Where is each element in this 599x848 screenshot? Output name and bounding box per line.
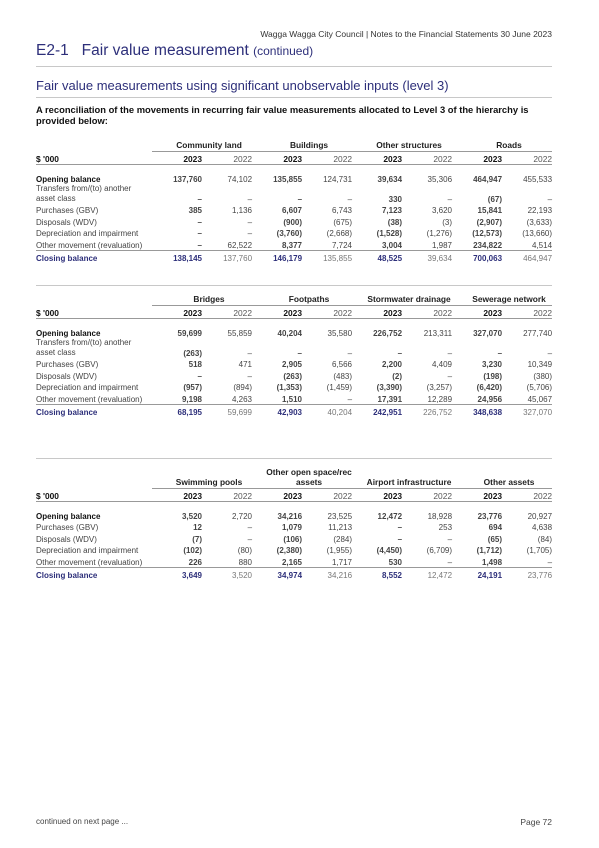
value-2023: (1,353) xyxy=(276,383,302,392)
row-label: Depreciation and impairment xyxy=(36,383,139,392)
value-2022: 137,760 xyxy=(202,250,252,263)
value-2022: – xyxy=(247,217,253,227)
year-current-header: 2023 xyxy=(352,152,402,165)
value-2023: 3,004 xyxy=(381,240,403,250)
value-2023: 68,195 xyxy=(152,404,202,417)
value-2023: 234,822 xyxy=(473,240,503,250)
value-2023: 15,841 xyxy=(477,206,503,215)
value-2023: – xyxy=(297,348,302,358)
year-current-header: 2023 xyxy=(352,489,402,502)
value-2023: 39,634 xyxy=(377,174,403,184)
asset-class-header: Other open space/rec assets xyxy=(252,467,352,489)
asset-class-header: Sewerage network xyxy=(452,294,552,306)
value-2023: 3,230 xyxy=(481,360,503,369)
value-2023: 1,498 xyxy=(482,557,503,567)
asset-class-header: Airport infrastructure xyxy=(352,467,452,489)
value-2023: (102) xyxy=(183,546,202,555)
table-row xyxy=(36,369,552,381)
value-2022: 880 xyxy=(238,557,253,567)
value-2023: (1,712) xyxy=(476,546,503,555)
table-row xyxy=(36,521,552,533)
row-label: Other movement (revaluation) xyxy=(36,394,143,404)
value-2023: (2,380) xyxy=(276,546,303,555)
value-2022: 1,987 xyxy=(431,240,453,250)
value-2023: – xyxy=(297,194,303,204)
value-2022: – xyxy=(347,348,353,358)
value-2023: 330 xyxy=(388,194,403,204)
value-2022: (3,257) xyxy=(426,383,453,392)
unit-label: $ '000 xyxy=(36,152,152,165)
row-label: Purchases (GBV) xyxy=(36,360,99,369)
value-2023: 8,377 xyxy=(281,240,303,250)
value-2023: 3,649 xyxy=(152,567,202,580)
value-2022: (1,276) xyxy=(426,229,453,238)
value-2023: 700,063 xyxy=(452,250,502,263)
reconciliation-table-3 xyxy=(36,467,552,580)
value-2022: 4,514 xyxy=(532,240,553,250)
asset-class-header: Footpaths xyxy=(252,294,352,306)
row-label: Other movement (revaluation) xyxy=(36,240,143,250)
value-2022: 35,580 xyxy=(327,328,353,338)
value-2023: 226 xyxy=(188,557,202,567)
table-row xyxy=(36,172,552,184)
year-header-row xyxy=(36,489,552,502)
value-2023: (7) xyxy=(192,534,202,544)
row-label: Closing balance xyxy=(36,567,152,580)
value-2023: – xyxy=(197,229,202,238)
table-divider-2 xyxy=(36,458,552,459)
value-2023: (6,420) xyxy=(476,383,503,392)
value-2023: 2,200 xyxy=(381,360,403,369)
value-2023: 530 xyxy=(388,557,403,567)
table-divider-1 xyxy=(36,285,552,286)
table-row xyxy=(36,238,552,250)
value-2022: (6,709) xyxy=(426,546,453,555)
value-2022: 3,520 xyxy=(202,567,252,580)
value-2022: (894) xyxy=(233,383,252,392)
asset-class-header: Swimming pools xyxy=(152,467,252,489)
row-label: Closing balance xyxy=(36,404,152,417)
value-2022: (3,633) xyxy=(526,217,553,227)
value-2023: 348,638 xyxy=(452,404,502,417)
value-2022: – xyxy=(547,557,553,567)
row-label: Depreciation and impairment xyxy=(36,546,139,555)
row-label: Disposals (WDV) xyxy=(36,371,97,381)
value-2023: (67) xyxy=(487,194,503,204)
document-header: Wagga Wagga City Council | Notes to the Financial Statements 30 June 2023 xyxy=(260,29,552,39)
reconciliation-table-1 xyxy=(36,140,552,263)
year-prior-header: 2022 xyxy=(302,306,352,319)
section-title-text: Fair value measurement xyxy=(81,42,249,59)
value-2023: (3,390) xyxy=(376,383,403,392)
year-current-header: 2023 xyxy=(252,306,302,319)
value-2022: 23,776 xyxy=(502,567,552,580)
value-2022: 455,533 xyxy=(523,174,553,184)
value-2022: 6,566 xyxy=(331,360,353,369)
value-2022: 4,409 xyxy=(431,360,453,369)
value-2022: 7,724 xyxy=(331,240,353,250)
value-2022: 23,525 xyxy=(327,511,353,521)
value-2023: (38) xyxy=(387,217,403,227)
year-prior-header: 2022 xyxy=(302,489,352,502)
value-2023: (1,528) xyxy=(376,229,403,238)
value-2022: – xyxy=(247,534,253,544)
value-2022: 4,263 xyxy=(231,394,252,404)
value-2022: (483) xyxy=(333,371,353,381)
row-label: Closing balance xyxy=(36,250,152,263)
value-2022: – xyxy=(247,348,252,358)
year-header-row xyxy=(36,306,552,319)
row-label: Opening balance xyxy=(36,511,101,521)
year-current-header: 2023 xyxy=(152,152,202,165)
value-2022: – xyxy=(447,371,453,381)
value-2023: (198) xyxy=(483,371,503,381)
title-divider xyxy=(36,66,552,67)
table-row xyxy=(36,544,552,556)
year-prior-header: 2022 xyxy=(202,489,252,502)
value-2023: 138,145 xyxy=(152,250,202,263)
value-2022: 213,311 xyxy=(423,328,453,338)
subsection-title: Fair value measurements using significant unobservable inputs (level 3) xyxy=(36,78,449,93)
year-current-header: 2023 xyxy=(352,306,402,319)
row-label: Transfers from/(to) another asset class xyxy=(36,183,132,203)
value-2023: (4,450) xyxy=(376,546,403,555)
group-header-row xyxy=(36,294,552,306)
unit-label: $ '000 xyxy=(36,489,152,502)
asset-class-header: Roads xyxy=(452,140,552,152)
continued-note: continued on next page ... xyxy=(36,817,129,826)
section-title xyxy=(36,42,313,60)
value-2023: 137,760 xyxy=(173,174,202,184)
table-row xyxy=(36,358,552,370)
value-2022: (1,705) xyxy=(526,546,553,555)
value-2022: – xyxy=(547,348,553,358)
value-2022: 59,699 xyxy=(202,404,252,417)
value-2022: (2,668) xyxy=(326,229,353,238)
value-2023: (263) xyxy=(183,348,202,358)
value-2023: 327,070 xyxy=(473,328,503,338)
year-prior-header: 2022 xyxy=(202,152,252,165)
value-2022: – xyxy=(447,534,453,544)
asset-class-header: Other structures xyxy=(352,140,452,152)
value-2022: 74,102 xyxy=(227,174,253,184)
value-2022: (1,955) xyxy=(326,546,353,555)
value-2023: – xyxy=(397,534,403,544)
value-2023: 8,552 xyxy=(352,567,402,580)
year-current-header: 2023 xyxy=(452,489,502,502)
value-2022: 226,752 xyxy=(402,404,452,417)
group-header-row xyxy=(36,140,552,152)
value-2023: 34,216 xyxy=(277,511,303,521)
value-2022: (284) xyxy=(333,534,353,544)
year-current-header: 2023 xyxy=(452,306,502,319)
value-2022: 55,859 xyxy=(227,328,252,338)
value-2023: 24,956 xyxy=(477,394,503,404)
value-2022: (380) xyxy=(533,371,553,381)
value-2022: (13,660) xyxy=(522,229,553,238)
value-2022: 1,717 xyxy=(331,557,353,567)
value-2023: 242,951 xyxy=(352,404,402,417)
row-label: Depreciation and impairment xyxy=(36,229,139,238)
value-2023: 24,191 xyxy=(452,567,502,580)
value-2023: (900) xyxy=(283,217,303,227)
closing-balance-row xyxy=(36,250,552,263)
table-row xyxy=(36,326,552,338)
value-2022: 1,136 xyxy=(231,206,253,215)
section-title-suffix: (continued) xyxy=(253,44,314,58)
value-2023: (957) xyxy=(183,383,202,392)
value-2022: 124,731 xyxy=(323,174,353,184)
value-2023: – xyxy=(497,348,503,358)
value-2023: – xyxy=(397,523,403,532)
closing-balance-row xyxy=(36,567,552,580)
year-current-header: 2023 xyxy=(152,489,202,502)
value-2022: – xyxy=(247,229,253,238)
value-2022: (80) xyxy=(237,546,253,555)
value-2022: 12,289 xyxy=(427,394,453,404)
year-prior-header: 2022 xyxy=(502,489,552,502)
value-2023: 40,204 xyxy=(277,328,302,338)
table-row xyxy=(36,184,552,204)
value-2022: (84) xyxy=(537,534,553,544)
asset-class-header: Other assets xyxy=(452,467,552,489)
value-2022: 45,067 xyxy=(527,394,553,404)
year-prior-header: 2022 xyxy=(502,306,552,319)
asset-class-header: Stormwater drainage xyxy=(352,294,452,306)
value-2022: 327,070 xyxy=(502,404,552,417)
value-2022: 20,927 xyxy=(527,511,553,521)
value-2023: – xyxy=(197,240,202,250)
page-number: Page 72 xyxy=(520,817,552,827)
value-2023: 146,179 xyxy=(252,250,302,263)
table-row xyxy=(36,215,552,227)
value-2022: – xyxy=(247,194,253,204)
year-current-header: 2023 xyxy=(452,152,502,165)
year-prior-header: 2022 xyxy=(402,152,452,165)
value-2022: (1,459) xyxy=(326,383,353,392)
value-2022: (5,706) xyxy=(526,383,553,392)
value-2023: (12,573) xyxy=(472,229,503,238)
value-2023: – xyxy=(197,371,202,381)
value-2022: 18,928 xyxy=(427,511,453,521)
value-2023: 48,525 xyxy=(352,250,402,263)
value-2022: – xyxy=(447,348,453,358)
value-2023: 3,520 xyxy=(181,511,202,521)
value-2023: – xyxy=(197,217,202,227)
year-current-header: 2023 xyxy=(252,152,302,165)
year-prior-header: 2022 xyxy=(302,152,352,165)
asset-class-header: Buildings xyxy=(252,140,352,152)
table-row xyxy=(36,338,552,358)
value-2022: (675) xyxy=(333,217,353,227)
value-2023: 135,855 xyxy=(273,174,303,184)
value-2022: 471 xyxy=(238,360,252,369)
reconciliation-table-2 xyxy=(36,294,552,417)
closing-balance-row xyxy=(36,404,552,417)
value-2022: – xyxy=(247,371,252,381)
value-2023: 2,165 xyxy=(281,557,303,567)
value-2022: 253 xyxy=(438,523,453,532)
value-2022: – xyxy=(247,523,253,532)
table-row xyxy=(36,509,552,521)
table-row xyxy=(36,532,552,544)
value-2022: 11,213 xyxy=(328,523,353,532)
value-2023: (263) xyxy=(283,371,302,381)
year-header-row xyxy=(36,152,552,165)
value-2023: 59,699 xyxy=(177,328,202,338)
value-2023: 1,079 xyxy=(281,523,303,532)
table-row xyxy=(36,227,552,239)
value-2023: 2,905 xyxy=(281,360,302,369)
row-label: Purchases (GBV) xyxy=(36,523,99,532)
value-2022: 277,740 xyxy=(523,328,553,338)
value-2022: 6,743 xyxy=(331,206,353,215)
value-2023: 7,123 xyxy=(381,206,403,215)
value-2022: 2,720 xyxy=(231,511,253,521)
intro-paragraph: A reconciliation of the movements in recurring fair value measurements allocated to Level 3 of the hierarchy is provided below: xyxy=(36,104,529,126)
value-2022: 40,204 xyxy=(302,404,352,417)
value-2023: (2,907) xyxy=(476,217,503,227)
value-2023: 9,198 xyxy=(181,394,202,404)
value-2023: 6,607 xyxy=(281,206,303,215)
value-2023: 12,472 xyxy=(377,511,403,521)
value-2023: 42,903 xyxy=(252,404,302,417)
year-current-header: 2023 xyxy=(152,306,202,319)
row-label: Other movement (revaluation) xyxy=(36,557,143,567)
row-label: Disposals (WDV) xyxy=(36,217,97,227)
row-label: Disposals (WDV) xyxy=(36,534,97,544)
subtitle-divider xyxy=(36,97,552,98)
value-2022: 135,855 xyxy=(302,250,352,263)
value-2022: – xyxy=(447,557,453,567)
value-2022: 22,193 xyxy=(527,206,553,215)
year-prior-header: 2022 xyxy=(202,306,252,319)
value-2023: 226,752 xyxy=(373,328,403,338)
value-2022: 3,620 xyxy=(431,206,453,215)
value-2023: 1,510 xyxy=(281,394,302,404)
value-2022: (3) xyxy=(442,217,453,227)
value-2023: 385 xyxy=(188,206,202,215)
value-2022: 10,349 xyxy=(527,360,553,369)
value-2023: (65) xyxy=(487,534,503,544)
value-2022: 35,306 xyxy=(427,174,453,184)
value-2022: 62,522 xyxy=(227,240,253,250)
value-2023: 518 xyxy=(188,360,202,369)
group-header-row xyxy=(36,467,552,489)
row-label: Opening balance xyxy=(36,328,101,338)
section-number: E2-1 xyxy=(36,42,69,59)
row-label: Transfers from/(to) another asset class xyxy=(36,337,132,357)
table-row xyxy=(36,204,552,216)
value-2022: 464,947 xyxy=(502,250,552,263)
table-row xyxy=(36,381,552,393)
year-current-header: 2023 xyxy=(252,489,302,502)
table-row xyxy=(36,392,552,404)
value-2023: – xyxy=(197,194,202,204)
asset-class-header: Bridges xyxy=(152,294,252,306)
value-2023: (3,760) xyxy=(276,229,303,238)
row-label: Purchases (GBV) xyxy=(36,206,99,215)
year-prior-header: 2022 xyxy=(502,152,552,165)
table-row xyxy=(36,555,552,567)
year-prior-header: 2022 xyxy=(402,489,452,502)
value-2022: – xyxy=(547,194,553,204)
value-2023: 464,947 xyxy=(473,174,503,184)
value-2023: (106) xyxy=(283,534,303,544)
value-2022: 34,216 xyxy=(302,567,352,580)
value-2022: – xyxy=(447,194,453,204)
value-2022: 12,472 xyxy=(402,567,452,580)
value-2023: – xyxy=(397,348,403,358)
year-prior-header: 2022 xyxy=(402,306,452,319)
asset-class-header: Community land xyxy=(152,140,252,152)
value-2022: – xyxy=(347,194,353,204)
value-2023: 12 xyxy=(193,523,202,532)
unit-label: $ '000 xyxy=(36,306,152,319)
row-label: Opening balance xyxy=(36,174,101,184)
value-2023: (2) xyxy=(392,371,403,381)
value-2023: 17,391 xyxy=(377,394,403,404)
value-2023: 23,776 xyxy=(477,511,503,521)
value-2022: 4,638 xyxy=(532,523,553,532)
value-2023: 34,974 xyxy=(252,567,302,580)
value-2023: 694 xyxy=(488,523,503,532)
value-2022: – xyxy=(347,394,353,404)
value-2022: 39,634 xyxy=(402,250,452,263)
